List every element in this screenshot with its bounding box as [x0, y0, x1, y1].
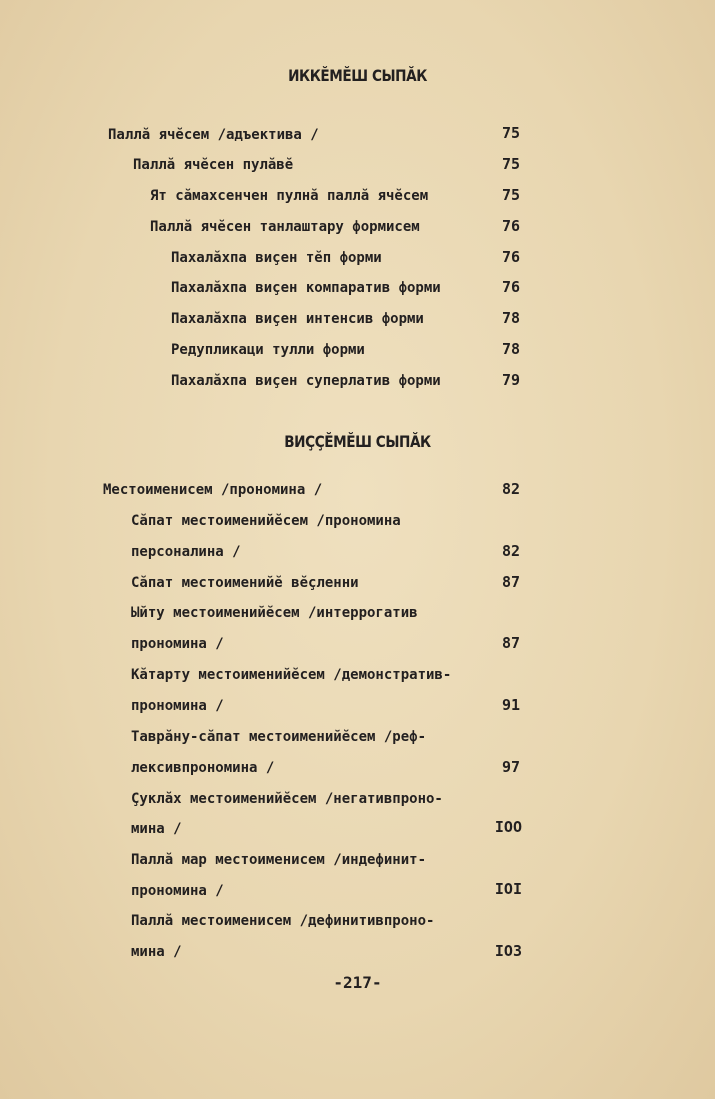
- toc-entry-text: Ыйту местоименийĕсем /интеррогатив: [131, 605, 418, 621]
- toc-page-number: 76: [501, 217, 520, 235]
- toc-entry-text: Пахалăхпа виçен суперлатив форми: [171, 373, 441, 389]
- toc-page-number: IO3: [494, 942, 522, 960]
- toc-entry: [131, 882, 224, 900]
- toc-page-number: 78: [501, 340, 520, 358]
- section-heading-3: ВИÇÇĔМĔШ СЫПĂК: [284, 432, 431, 451]
- toc-entry: [171, 249, 382, 267]
- toc-entry-text: Пахалăхпа виçен интенсив форми: [171, 311, 424, 327]
- toc-page-number: 82: [501, 480, 520, 498]
- toc-entry: [171, 341, 365, 359]
- toc-entry-text: лексивпрономина /: [131, 760, 275, 776]
- page-number-footer: -217-: [333, 973, 382, 992]
- toc-entry: [150, 187, 428, 205]
- toc-entry: [131, 943, 182, 961]
- toc-entry: [131, 759, 274, 777]
- toc-page-number: 79: [501, 371, 520, 389]
- toc-entry-text: Паллă ячĕсен танлаштару формисем: [150, 219, 420, 235]
- toc-entry: [108, 126, 319, 144]
- toc-entry-text: Çуклăх местоименийĕсем /негативпроно-: [131, 791, 443, 807]
- toc-entry-text: мина /: [131, 944, 182, 960]
- toc-entry: [131, 635, 224, 653]
- toc-entry-text: Паллă ячĕсен пулăвĕ: [133, 157, 294, 173]
- toc-entry-text: Пахалăхпа виçен тĕп форми: [171, 250, 382, 266]
- toc-entry-text: мина /: [131, 821, 182, 837]
- toc-page-number: 78: [501, 309, 520, 327]
- toc-page-number: 75: [501, 155, 520, 173]
- toc-entry-text: прономина /: [131, 698, 224, 714]
- toc-entry: [133, 156, 293, 174]
- toc-entry-text: прономина /: [131, 883, 224, 899]
- toc-entry-text: Ят сăмахсенчен пулнă паллă ячĕсем: [150, 188, 429, 204]
- toc-entry: [131, 790, 443, 808]
- toc-entry: [150, 218, 420, 236]
- toc-entry-text: Редупликаци тулли форми: [171, 342, 365, 358]
- toc-entry-text: прономина /: [131, 636, 224, 652]
- toc-page-number: 82: [501, 542, 520, 560]
- toc-page-number: 91: [501, 696, 520, 714]
- toc-page-number: 75: [501, 186, 520, 204]
- toc-entry-text: Паллă мар местоименисем /индефинит-: [131, 852, 427, 868]
- toc-page-number: 75: [501, 124, 520, 142]
- toc-entry: [131, 912, 434, 930]
- toc-page-number: 87: [501, 634, 520, 652]
- section-heading-2: ИККĔМĔШ СЫПĂК: [288, 66, 427, 85]
- toc-entry-text: Паллă ячĕсем /адъектива /: [108, 127, 319, 143]
- toc-page-number: 76: [501, 278, 520, 296]
- toc-entry: [131, 512, 401, 530]
- toc-entry: [131, 604, 418, 622]
- toc-entry: [131, 728, 426, 746]
- toc-entry: [131, 666, 451, 684]
- toc-entry: [171, 372, 441, 390]
- toc-entry-text: Паллă местоименисем /дефинитивпроно-: [131, 913, 435, 929]
- toc-page-number: 87: [501, 573, 520, 591]
- toc-entry: [171, 310, 424, 328]
- toc-entry-text: персоналина /: [131, 544, 241, 560]
- toc-entry-text: Местоименисем /прономина /: [103, 482, 323, 498]
- toc-entry-text: Таврăну-сăпат местоименийĕсем /реф-: [131, 729, 427, 745]
- toc-page-number: 97: [501, 758, 520, 776]
- toc-entry: [171, 279, 441, 297]
- toc-entry: [131, 697, 224, 715]
- toc-entry: [131, 543, 241, 561]
- toc-page-number: 76: [501, 248, 520, 266]
- toc-entry-text: Кăтарту местоименийĕсем /демонстратив-: [131, 667, 452, 683]
- toc-entry: [131, 851, 426, 869]
- toc-entry-text: Сăпат местоименийĕ вĕçленни: [131, 575, 359, 591]
- toc-entry: [131, 820, 182, 838]
- toc-page-number: IOI: [494, 880, 522, 898]
- toc-entry-text: Сăпат местоименийĕсем /прономина: [131, 513, 401, 529]
- toc-entry-text: Пахалăхпа виçен компаратив форми: [171, 280, 441, 296]
- toc-entry: [103, 481, 322, 499]
- toc-entry: [131, 574, 359, 592]
- toc-page-number: IOO: [494, 818, 522, 836]
